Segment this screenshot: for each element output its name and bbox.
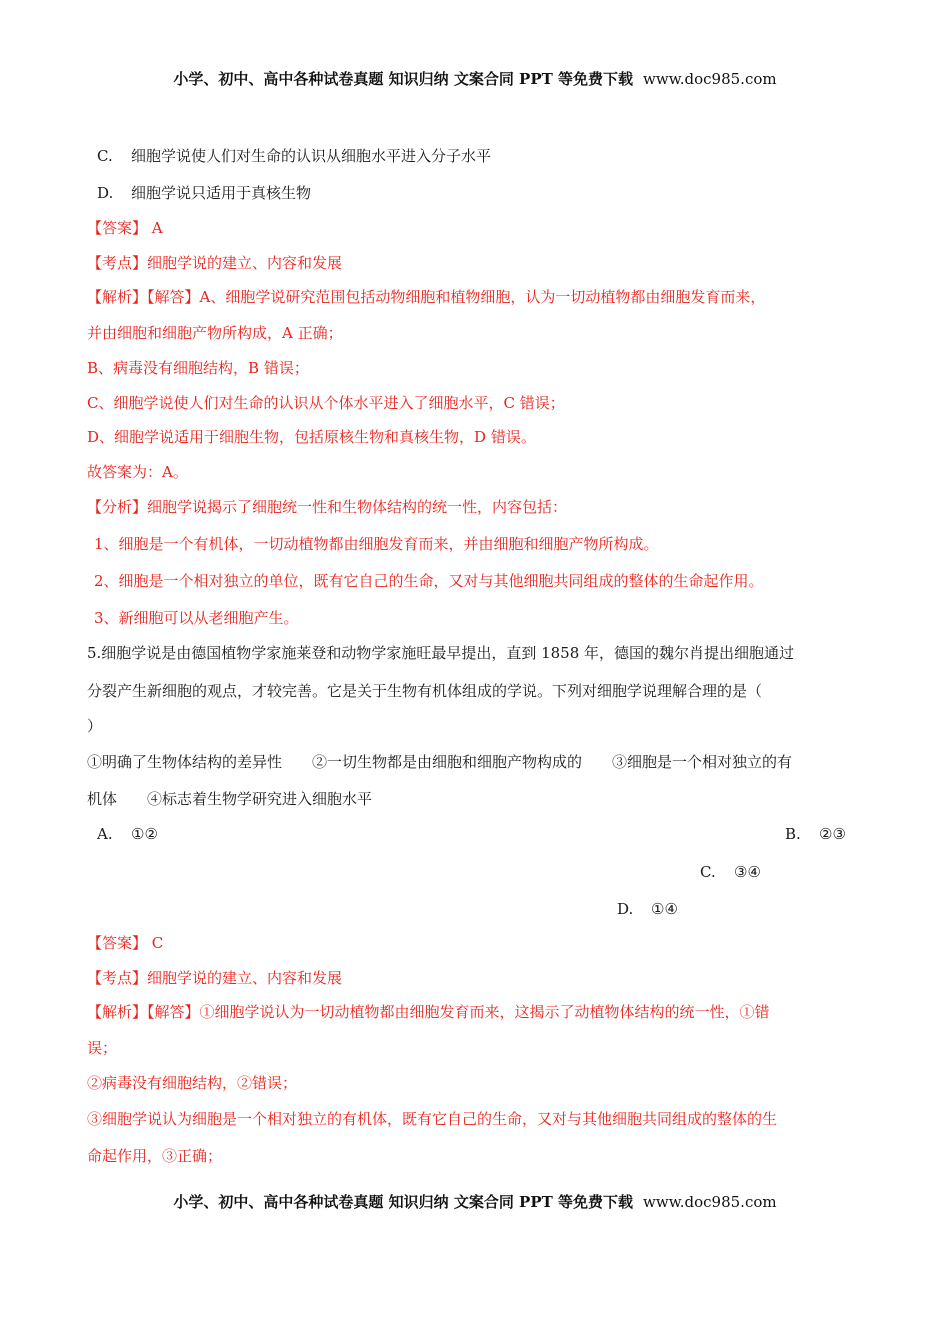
footer-text: 小学、初中、高中各种试卷真题 知识归纳 文案合同 PPT 等免费下载 — [173, 1193, 634, 1211]
q5-option-c[interactable]: C. ③④ — [700, 863, 761, 881]
q4-jiexi-line2: 并由细胞和细胞产物所构成，A 正确； — [87, 324, 343, 342]
page-footer — [0, 1191, 950, 1212]
q4-kaodian: 【考点】细胞学说的建立、内容和发展 — [87, 254, 343, 272]
q5-jiexi-line5: 命起作用，③正确； — [87, 1147, 223, 1165]
q5-stem-line1: 5.细胞学说是由德国植物学家施莱登和动物学家施旺最早提出，直到 1858 年，德国的魏尔肖提出细胞通过 — [87, 644, 795, 662]
q4-jiexi-line5: D、细胞学说适用于细胞生物，包括原核生物和真核生物，D 错误。 — [87, 428, 536, 446]
q4-jiexi-line1: 【解析】【解答】A、细胞学说研究范围包括动物细胞和植物细胞，认为一切动植物都由细胞发育而来， — [87, 288, 766, 306]
footer-site[interactable]: www.doc985.com — [643, 1193, 777, 1211]
q5-option-b[interactable]: B. ②③ — [785, 825, 846, 843]
page-header — [0, 68, 950, 89]
q5-jiexi-line1: 【解析】【解答】①细胞学说认为一切动植物都由细胞发育而来，这揭示了动植物体结构的统一性，①错 — [87, 1003, 770, 1021]
q5-jiexi-line4: ③细胞学说认为细胞是一个相对独立的有机体，既有它自己的生命，又对与其他细胞共同组成的整体的生 — [87, 1110, 778, 1128]
q4-jiexi-line4: C、细胞学说使人们对生命的认识从个体水平进入了细胞水平，C 错误； — [87, 394, 565, 412]
q4-option-c: C. 细胞学说使人们对生命的认识从细胞水平进入分子水平 — [97, 147, 492, 165]
q5-option-d[interactable]: D. ①④ — [617, 900, 678, 918]
q4-answer: 【答案】 A — [87, 219, 163, 237]
q5-stem-line3: ） — [87, 717, 103, 735]
q4-point-1: 1、细胞是一个有机体，一切动植物都由细胞发育而来，并由细胞和细胞产物所构成。 — [94, 535, 659, 553]
q4-point-2: 2、细胞是一个相对独立的单位，既有它自己的生命，又对与其他细胞共同组成的整体的生命起作用。 — [94, 572, 764, 590]
q5-jiexi-line3: ②病毒没有细胞结构，②错误； — [87, 1074, 298, 1092]
q4-option-d: D. 细胞学说只适用于真核生物 — [97, 184, 312, 202]
q5-stem-line2: 分裂产生新细胞的观点，才较完善。它是关于生物有机体组成的学说。下列对细胞学说理解合理的是（ — [87, 682, 763, 700]
q5-jiexi-line2: 误； — [87, 1039, 118, 1057]
header-text: 小学、初中、高中各种试卷真题 知识归纳 文案合同 PPT 等免费下载 — [173, 70, 634, 88]
q5-answer: 【答案】 C — [87, 934, 164, 952]
q5-option-a[interactable]: A. ①② — [97, 825, 158, 843]
header-site[interactable]: www.doc985.com — [643, 70, 777, 88]
q4-jiexi-line3: B、病毒没有细胞结构，B 错误； — [87, 359, 309, 377]
q4-point-3: 3、新细胞可以从老细胞产生。 — [94, 609, 299, 627]
q4-fenxi: 【分析】细胞学说揭示了细胞统一性和生物体结构的统一性，内容包括： — [87, 498, 568, 516]
q5-items-line2: 机体 ④标志着生物学研究进入细胞水平 — [87, 790, 373, 808]
q5-kaodian: 【考点】细胞学说的建立、内容和发展 — [87, 969, 343, 987]
q4-final-answer: 故答案为：A。 — [87, 463, 188, 481]
q5-items-line1: ①明确了生物体结构的差异性 ②一切生物都是由细胞和细胞产物构成的 ③细胞是一个相对独立的有 — [87, 753, 793, 771]
